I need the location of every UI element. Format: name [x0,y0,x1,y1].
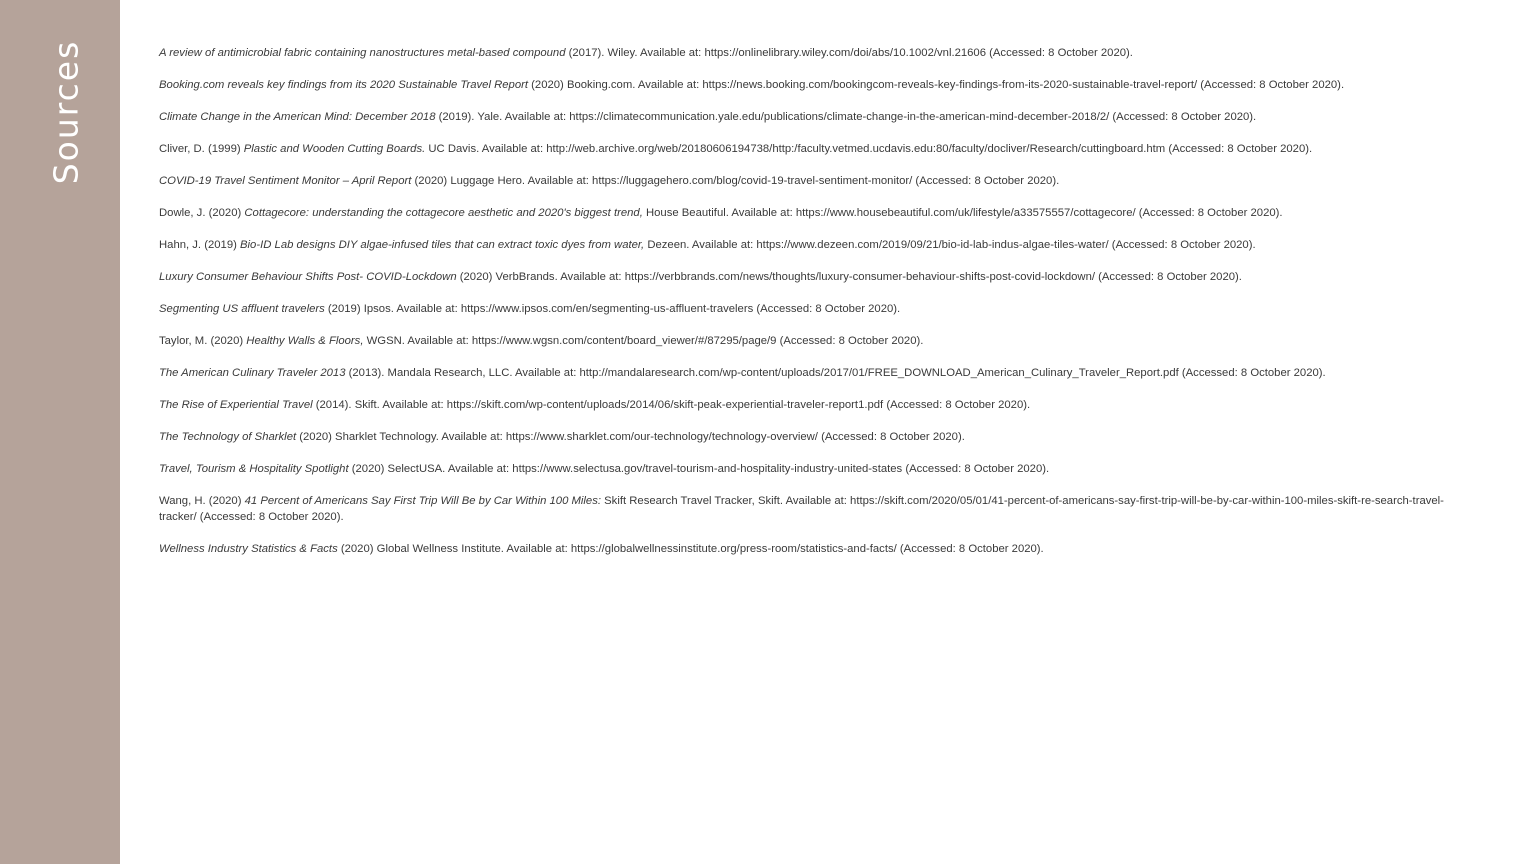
source-details: (2020) SelectUSA. Available at: https://www.selectusa.gov/travel-tourism-and-hospitality-industry-united-states (Accessed: 8 October 2020). [348,463,1050,475]
source-title: 41 Percent of Americans Say First Trip Will Be by Car Within 100 Miles: [244,495,601,507]
source-details: Skift Research Travel Tracker, Skift. Available at: https://skift.com/2020/05/01/41-percent-of-americans-say-first-trip-will-be-by-car-within-100-miles-skift-re-search-travel-tracker/ (Accessed: 8 October 2020). [159,495,1444,523]
source-entry [159,45,1469,61]
source-title: Booking.com reveals key findings from its 2020 Sustainable Travel Report [159,79,529,91]
source-details: Dezeen. Available at: https://www.dezeen.com/2019/09/21/bio-id-lab-indus-algae-tiles-water/ (Accessed: 8 October 2020). [644,239,1256,251]
source-title: The Technology of Sharklet [159,431,297,443]
source-title: Segmenting US affluent travelers [159,303,325,315]
source-details: (2019). Yale. Available at: https://climatecommunication.yale.edu/publications/climate-change-in-the-american-mind-december-2018/2/ (Accessed: 8 October 2020). [435,111,1257,123]
source-title: The Rise of Experiential Travel [159,399,313,411]
source-prefix: Cliver, D. (1999) [159,143,244,155]
source-details: (2019) Ipsos. Available at: https://www.ipsos.com/en/segmenting-us-affluent-travelers (Accessed: 8 October 2020). [324,303,901,315]
source-title: Plastic and Wooden Cutting Boards. [243,143,426,155]
source-prefix: Hahn, J. (2019) [159,239,241,251]
source-entry [159,109,1469,125]
sources-list [159,45,1469,573]
source-entry [159,429,1469,445]
source-entry [159,365,1469,381]
source-details: (2020) Global Wellness Institute. Available at: https://globalwellnessinstitute.org/press-room/statistics-and-facts/ (Accessed: 8 October 2020). [337,543,1044,555]
source-prefix: Dowle, J. (2020) [159,207,245,219]
source-title: Travel, Tourism & Hospitality Spotlight [159,463,349,475]
source-entry [159,397,1469,413]
source-title: Wellness Industry Statistics & Facts [159,543,338,555]
source-entry [159,237,1469,253]
sidebar [0,0,120,864]
source-prefix: Wang, H. (2020) [159,495,245,507]
source-prefix: Taylor, M. (2020) [159,335,247,347]
source-title: COVID-19 Travel Sentiment Monitor – April Report [159,175,412,187]
source-details: WGSN. Available at: https://www.wgsn.com/content/board_viewer/#/87295/page/9 (Accessed: 8 October 2020). [363,335,924,347]
source-entry [159,493,1469,525]
source-title: Luxury Consumer Behaviour Shifts Post- COVID-Lockdown [159,271,457,283]
source-details: House Beautiful. Available at: https://www.housebeautiful.com/uk/lifestyle/a33575557/cottagecore/ (Accessed: 8 October 2020). [642,207,1283,219]
source-entry [159,173,1469,189]
source-details: (2020) VerbBrands. Available at: https://verbbrands.com/news/thoughts/luxury-consumer-behaviour-shifts-post-covid-lockdown/ (Accessed: 8 October 2020). [456,271,1242,283]
source-details: (2014). Skift. Available at: https://skift.com/wp-content/uploads/2014/06/skift-peak-experiential-traveler-report1.pdf (Accessed: 8 October 2020). [312,399,1031,411]
source-details: (2020) Sharklet Technology. Available at: https://www.sharklet.com/our-technology/technology-overview/ (Accessed: 8 October 2020). [296,431,965,443]
source-entry [159,141,1469,157]
source-title: A review of antimicrobial fabric containing nanostructures metal-based compound [159,47,566,59]
source-title: Bio-ID Lab designs DIY algae-infused tiles that can extract toxic dyes from water, [240,239,645,251]
source-details: (2020) Luggage Hero. Available at: https://luggagehero.com/blog/covid-19-travel-sentiment-monitor/ (Accessed: 8 October 2020). [411,175,1060,187]
source-title: Climate Change in the American Mind: December 2018 [159,111,436,123]
source-details: (2020) Booking.com. Available at: https://news.booking.com/bookingcom-reveals-key-findings-from-its-2020-sustainable-travel-report/ (Accessed: 8 October 2020). [528,79,1345,91]
source-entry [159,301,1469,317]
source-entry [159,269,1469,285]
source-title: Cottagecore: understanding the cottagecore aesthetic and 2020's biggest trend, [244,207,643,219]
source-details: (2017). Wiley. Available at: https://onlinelibrary.wiley.com/doi/abs/10.1002/vnl.21606 (Accessed: 8 October 2020). [565,47,1133,59]
source-entry [159,77,1469,93]
source-entry [159,541,1469,557]
source-details: (2013). Mandala Research, LLC. Available at: http://mandalaresearch.com/wp-content/uploads/2017/01/FREE_DOWNLOAD_American_Culinary_Traveler_Report.pdf (Accessed: 8 October 2020). [345,367,1326,379]
source-title: Healthy Walls & Floors, [246,335,364,347]
source-details: UC Davis. Available at: http://web.archive.org/web/20180606194738/http:/faculty.vetmed.ucdavis.edu:80/faculty/docliver/Research/cuttingboard.htm (Accessed: 8 October 2020). [425,143,1313,155]
source-entry [159,333,1469,349]
source-title: The American Culinary Traveler 2013 [159,367,346,379]
source-entry [159,461,1469,477]
page-title: Sources [46,39,86,185]
source-entry [159,205,1469,221]
